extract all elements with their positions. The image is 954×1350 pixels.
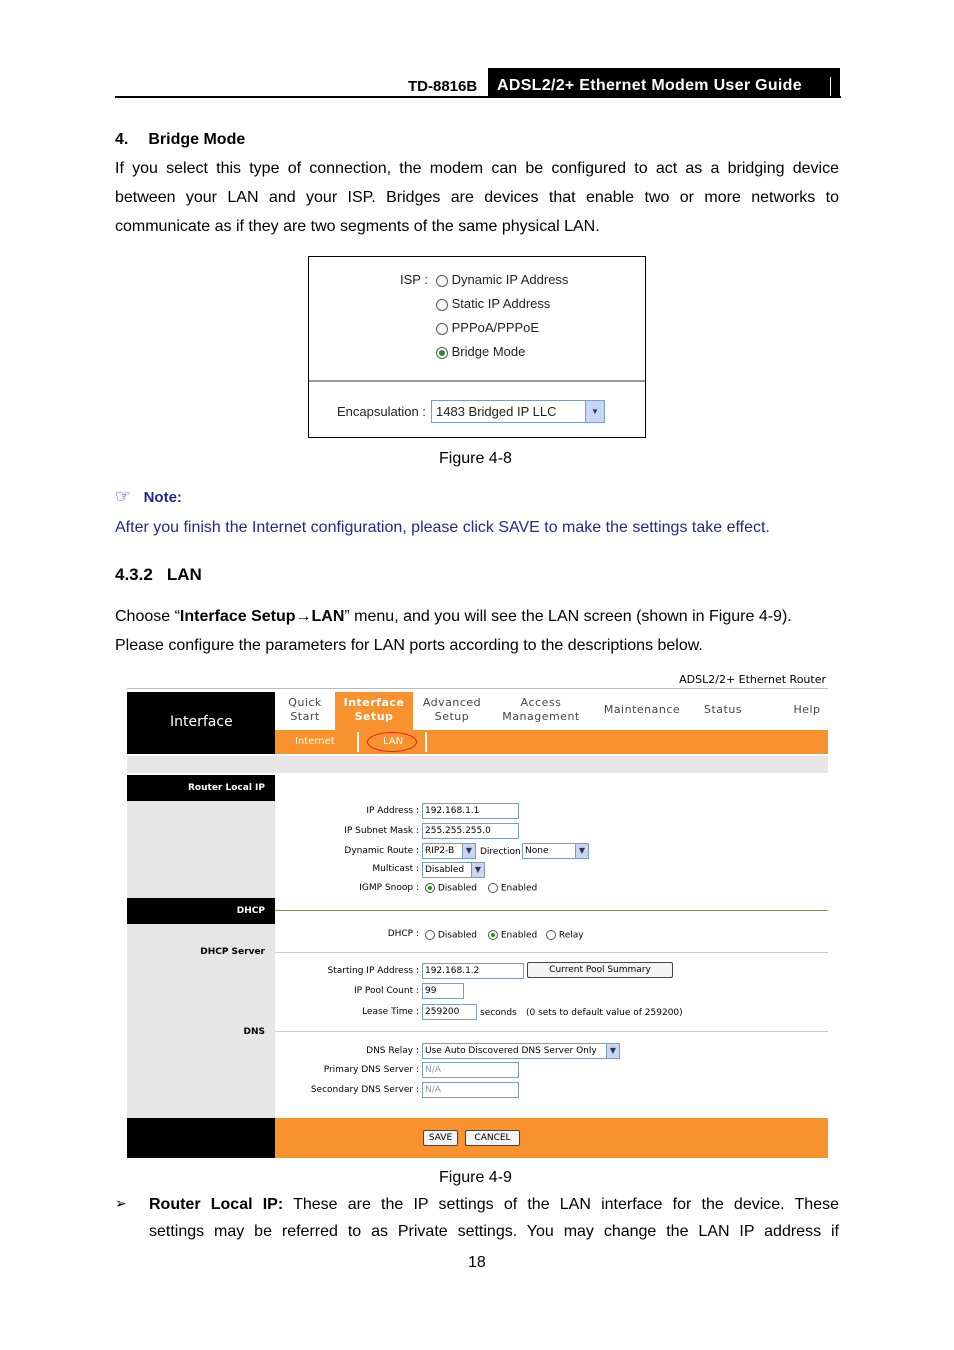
bullet-term: Router Local IP: <box>149 1196 284 1213</box>
dhcp-server-label: DHCP Server <box>200 947 265 957</box>
chevron-down-icon[interactable]: ▼ <box>462 844 475 858</box>
note-label: Note: <box>143 489 182 506</box>
subnav-bar <box>275 730 828 754</box>
router-product-name: ADSL2/2+ Ethernet Router <box>679 673 826 686</box>
bullet-line-1-text: These are the IP settings of the LAN interface for the device. These <box>283 1196 839 1213</box>
pointing-hand-icon: ☞ <box>115 486 132 506</box>
radio-icon[interactable] <box>546 930 556 940</box>
chevron-down-icon[interactable]: ▼ <box>471 863 484 877</box>
igmp-label: IGMP Snoop : <box>359 883 419 893</box>
nav-label: Interface <box>343 696 405 709</box>
subnav-internet[interactable]: Internet <box>295 736 335 747</box>
lan-heading-number: 4.3.2 <box>115 565 153 584</box>
lan-intro-menu-path: Interface Setup→LAN <box>179 608 345 625</box>
ip-address-input[interactable]: 192.168.1.1 <box>422 803 519 819</box>
nav-label: Help <box>793 703 821 716</box>
dhcp-header <box>127 898 275 924</box>
page-number: 18 <box>468 1254 486 1271</box>
lease-input[interactable]: 259200 <box>422 1004 477 1020</box>
nav-label: Maintenance <box>603 703 681 716</box>
start-ip-input[interactable]: 192.168.1.2 <box>422 963 524 979</box>
subnav-divider <box>425 732 427 752</box>
figure-isp-settings <box>308 256 646 438</box>
start-ip-label: Starting IP Address : <box>327 966 419 976</box>
dynamic-route-value: RIP2-B <box>425 846 455 856</box>
chevron-down-icon[interactable]: ▼ <box>606 1044 619 1058</box>
radio-icon[interactable] <box>436 275 448 287</box>
radio-icon[interactable] <box>425 930 435 940</box>
radio-icon[interactable] <box>436 299 448 311</box>
subnet-label: IP Subnet Mask : <box>344 826 419 836</box>
lan-heading <box>115 565 202 585</box>
document-title <box>488 68 840 97</box>
dhcp-enabled-option[interactable] <box>488 930 537 941</box>
bullet-line-2: settings may be referred to as Private settings. You may change the LAN IP address if <box>149 1223 839 1240</box>
dynamic-route-select[interactable] <box>422 843 476 859</box>
nav-label: Start <box>290 710 320 723</box>
bridge-para-line-1: If you select this type of connection, the modem can be configured to act as a bridging device <box>115 160 839 177</box>
subnet-input[interactable]: 255.255.255.0 <box>422 823 519 839</box>
document-model: TD-8816B <box>408 78 478 95</box>
dhcp-disabled-option[interactable] <box>425 930 477 941</box>
radio-selected-icon[interactable] <box>488 930 498 940</box>
bridge-para-line-2: between your LAN and your ISP. Bridges are devices that enable two or more networks to <box>115 189 839 206</box>
direction-select[interactable] <box>522 843 589 859</box>
lan-intro-line-1 <box>115 602 839 631</box>
chevron-down-icon[interactable]: ▼ <box>585 401 604 422</box>
dns-relay-select[interactable] <box>422 1043 620 1059</box>
igmp-option-label: Disabled <box>437 883 477 894</box>
isp-option-label: Static IP Address <box>451 296 551 311</box>
nav-maintenance[interactable] <box>595 692 689 730</box>
router-local-ip-title: Router Local IP <box>188 783 265 793</box>
subnav-lan[interactable]: LAN <box>383 736 404 747</box>
bridge-heading <box>115 131 245 149</box>
pool-count-label: IP Pool Count : <box>353 986 419 996</box>
current-pool-summary-button[interactable]: Current Pool Summary <box>527 962 673 978</box>
isp-option-static[interactable] <box>436 296 550 311</box>
dynamic-route-label: Dynamic Route : <box>344 846 419 856</box>
subnav-divider <box>357 732 359 752</box>
nav-access-management[interactable] <box>491 692 591 730</box>
router-local-ip-header <box>127 775 275 801</box>
lease-label: Lease Time : <box>362 1007 419 1017</box>
direction-label: Direction <box>480 847 521 857</box>
bullet-arrow-icon: ➢ <box>115 1195 127 1211</box>
router-top-rule <box>127 688 828 689</box>
multicast-select[interactable] <box>422 862 485 878</box>
dns-relay-value: Use Auto Discovered DNS Server Only <box>425 1046 597 1056</box>
isp-option-pppoa[interactable] <box>436 320 539 335</box>
primary-dns-label: Primary DNS Server : <box>323 1065 419 1075</box>
isp-label: ISP : <box>400 272 428 287</box>
nav-quick-start[interactable] <box>275 692 335 730</box>
radio-selected-icon[interactable] <box>436 347 448 359</box>
bridge-heading-text: Bridge Mode <box>148 131 246 148</box>
isp-option-dynamic[interactable] <box>436 272 568 287</box>
lan-intro-line-2: Please configure the parameters for LAN ports according to the descriptions below. <box>115 637 703 654</box>
ip-address-label: IP Address : <box>366 806 419 816</box>
isp-option-bridge[interactable] <box>436 344 525 359</box>
router-lan-screenshot <box>127 670 828 1158</box>
primary-dns-input[interactable]: N/A <box>422 1062 519 1078</box>
lease-unit: seconds <box>480 1008 517 1018</box>
nav-label: Setup <box>434 710 470 723</box>
grey-strip <box>127 756 828 773</box>
dhcp-option-label: Enabled <box>500 930 538 941</box>
header-rule <box>115 96 841 98</box>
bridge-heading-number: 4. <box>115 131 129 148</box>
multicast-label: Multicast : <box>372 864 419 874</box>
lan-heading-title: LAN <box>166 565 202 584</box>
isp-option-label: PPPoA/PPPoE <box>451 320 540 335</box>
isp-option-label: Dynamic IP Address <box>451 272 569 287</box>
direction-value: None <box>525 846 549 856</box>
nav-advanced-setup[interactable] <box>413 692 491 730</box>
dhcp-option-label: Disabled <box>437 930 477 941</box>
encapsulation-select[interactable] <box>431 400 605 423</box>
router-brand-block <box>127 692 275 754</box>
lan-intro-post: ” menu, and you will see the LAN screen (shown in Figure 4-9). <box>344 608 792 625</box>
isp-option-label: Bridge Mode <box>451 344 526 359</box>
document-title-text: ADSL2/2+ Ethernet Modem User Guide <box>497 77 802 94</box>
cancel-button[interactable]: CANCEL <box>465 1130 520 1146</box>
dns-label: DNS <box>243 1027 265 1037</box>
dhcp-relay-option[interactable] <box>546 930 584 941</box>
lease-note: (0 sets to default value of 259200) <box>526 1008 683 1018</box>
radio-icon[interactable] <box>436 323 448 335</box>
separator <box>275 1031 828 1032</box>
nav-label: Setup <box>354 710 394 723</box>
igmp-enabled-option[interactable] <box>488 883 537 894</box>
nav-label: Access <box>520 696 562 709</box>
section-rule <box>275 910 828 911</box>
secondary-dns-input[interactable]: N/A <box>422 1082 519 1098</box>
figure-caption-4-8: Figure 4-8 <box>439 450 512 467</box>
save-button[interactable]: SAVE <box>423 1130 458 1146</box>
nav-interface-setup[interactable] <box>335 692 413 730</box>
multicast-value: Disabled <box>425 865 465 875</box>
dhcp-option-label: Relay <box>558 930 584 941</box>
nav-label: Status <box>703 703 743 716</box>
note-text: After you finish the Internet configuration, please click SAVE to make the settings take effect. <box>115 519 770 536</box>
nav-label: Quick <box>288 696 322 709</box>
radio-selected-icon[interactable] <box>425 883 435 893</box>
secondary-dns-label: Secondary DNS Server : <box>310 1085 419 1095</box>
separator <box>275 952 828 953</box>
footer-left-block <box>127 1118 275 1158</box>
title-divider <box>830 77 831 96</box>
nav-status[interactable] <box>693 692 753 730</box>
dhcp-label: DHCP : <box>387 929 419 939</box>
pool-count-input[interactable]: 99 <box>422 983 464 999</box>
dns-relay-label: DNS Relay : <box>366 1046 419 1056</box>
igmp-disabled-option[interactable] <box>425 883 477 894</box>
chevron-down-icon[interactable]: ▼ <box>575 844 588 858</box>
figure-caption-4-9: Figure 4-9 <box>439 1169 512 1186</box>
nav-label: Management <box>502 710 580 723</box>
nav-label: Advanced <box>422 696 482 709</box>
encapsulation-value: 1483 Bridged IP LLC <box>436 404 557 419</box>
bullet-line-1 <box>149 1190 839 1219</box>
nav-help[interactable] <box>777 692 837 730</box>
bridge-para-line-3: communicate as if they are two segments of the same physical LAN. <box>115 218 600 235</box>
figure-divider <box>309 380 645 382</box>
note-heading <box>115 486 182 507</box>
lan-intro-pre: Choose “ <box>115 608 180 625</box>
igmp-option-label: Enabled <box>500 883 538 894</box>
router-brand: Interface <box>170 714 233 730</box>
footer-action-bar <box>275 1118 828 1158</box>
encapsulation-label: Encapsulation : <box>337 404 426 419</box>
radio-icon[interactable] <box>488 883 498 893</box>
dhcp-title: DHCP <box>236 906 265 916</box>
